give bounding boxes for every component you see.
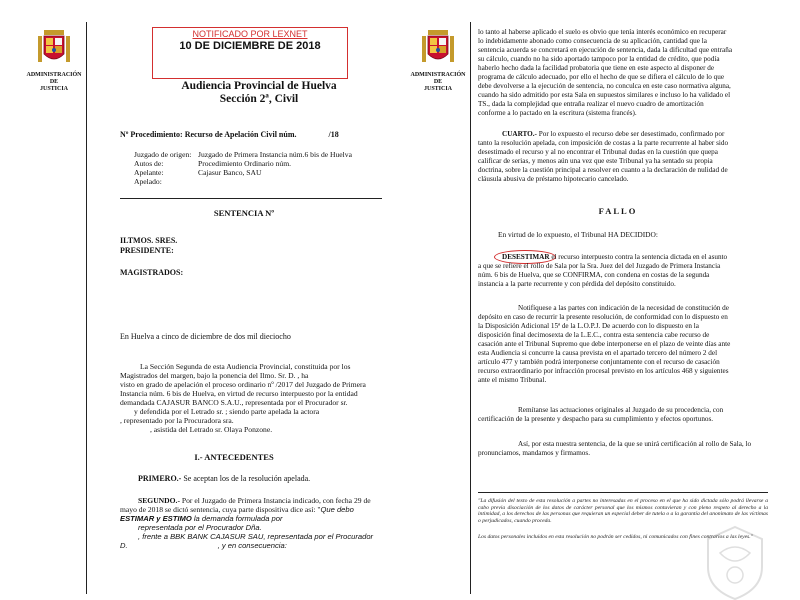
- field-origin: Juzgado de origen: Juzgado de Primera Instancia núm.6 bis de Huelva: [134, 150, 352, 159]
- field-apelante: Apelante: Cajasur Banco, SAU: [134, 168, 262, 177]
- fundamentos-paragraph: lo tanto al haberse aplicado el suelo es obvio que tenía interés económico en recuperar lo indebidamente abonado como consecuencia de su aplicación, cantidad que la sentencia acuerda se concretará en ejecución de sentencia, dada la dificultad que entraña su cálculo, cuando no ha sido aportado tampoco por la entidad de crédito, que podía haberlo hecho dada la facilidad probatoria que tiene en este aspecto al disponer de programa de cálculo adecuado, por ello el hecho de que se difiera el cálculo de lo que debe devolverse a la ejecución de sentencia, no conculca en este caso normativa alguna, cuando ha sido admitido por esta Sala en supuestos similares e incluso lo ha validado el TS., dada la complejidad que entraña realizar el nuevo cuadro de amortización conforme a lo pactado en la escritura (sistema francés).: [478, 28, 733, 117]
- header-divider: [120, 198, 382, 199]
- footnote-data: Los datos personales incluidos en esta resolución no podrán ser cedidos, ni comunicados con fines contrarios a las leyes.": [478, 534, 753, 540]
- coat-of-arms-icon: [420, 28, 456, 68]
- magistrados-label: MAGISTRADOS:: [120, 268, 184, 277]
- presidente-label: PRESIDENTE:: [120, 246, 174, 255]
- margin-rule: [86, 22, 87, 594]
- ilmos-label: ILTMOS. SRES.: [120, 236, 178, 245]
- court-title: Audiencia Provincial de Huelva: [181, 80, 337, 92]
- notifiquese-paragraph: Notifíquese a las partes con indicación de la necesidad de constitución de depósito en caso de recurrir la presente resolución, de conformidad con lo dispuesto en la Disposición Adicional 15ª de la L.O.P.J. De acuerdo con lo dispuesto en la disposición final decimosexta de la L.E.C., contra esta sentencia cabe recurso de casación ante el Tribunal Supremo que debe interponerse en el plazo de veinte días ante esta Audiencia si concurre la causa prevista en el apartado tercero del número 2 del artículo 477 y también podrá interponerse conjuntamente con el recurso de casación recurso extraordinario por infracción procesal previsto en los artículos 468 y siguientes ante el mismo Tribunal.: [478, 304, 731, 384]
- primero-paragraph: PRIMERO.- Se aceptan los de la resolución apelada.: [138, 474, 311, 483]
- footnote-privacy: "La difusión del texto de esta resolución a partes no interesadas en el proceso en el que ha sido dictada sólo podrá llevarse a cabo previa disociación de los datos de carácter personal que los mismos contuvieran y con pleno respeto al derecho a la intimidad, a los derechos de las personas que requieran un especial deber de tutela o a la garantía del anonimato de las víctimas o perjudicados, cuando proceda.: [478, 498, 768, 524]
- watermark-emblem-icon: [700, 518, 770, 600]
- coat-of-arms-icon: [36, 28, 72, 68]
- asi-paragraph: Así, por esta nuestra sentencia, de la que se unirá certificación al rollo de Sala, lo pronunciamos, mandamos y firmamos.: [478, 440, 752, 457]
- date-line: En Huelva a cinco de diciembre de dos mil dieciocho: [120, 332, 291, 341]
- footnote-divider: [478, 492, 768, 493]
- stamp-notice: NOTIFICADO POR LEXNET: [192, 29, 308, 39]
- field-autos: Autos de: Procedimiento Ordinario núm.: [134, 159, 292, 168]
- document-page-right: [408, 22, 780, 594]
- lexnet-stamp: [152, 27, 348, 79]
- field-apelado: Apelado:: [134, 177, 162, 186]
- institution-label: ADMINISTRACIÓN DE JUSTICIA: [26, 72, 82, 92]
- virtud-line: En virtud de lo expuesto, el Tribunal HA DECIDIDO:: [498, 230, 658, 239]
- remitanse-paragraph: Remítanse las actuaciones originales al Juzgado de su procedencia, con certificación de la presente y despacho para su cumplimiento y efectos oportunos.: [478, 406, 724, 423]
- cuarto-paragraph: CUARTO.- Por lo expuesto el recurso debe ser desestimado, confirmado por tanto la resolución apelada, con imposición de costas a la parte recurrente al haber sido desestimado el recurso y al no encontrar el Tribunal dudas en la cuestión que quepa calificar de serias, y menos aún una vez que este Tribunal ya ha sentado su propia doctrina, sobre la cuestión principal a resolver en cuanto a la declaración de nulidad de cláusula abusiva de préstamo hipotecario cancelado.: [478, 130, 729, 183]
- stamp-date: 10 DE DICIEMBRE DE 2018: [179, 40, 321, 52]
- intro-paragraph: La Sección Segunda de esta Audiencia Provincial, constituida por los Magistrados del margen, bajo la ponencia del Ilmo. Sr. D. , ha visto en grado de apelación el proceso ordinario nº /2017 del Juzgado de Primera Instancia núm. 6 bis de Huelva, en virtud de recurso interpuesto por la entidad demandada CAJASUR BANCO S.A.U., representada por el Procurador sr. y defendida por el Letrado sr. ; siendo parte apelada la actora , representado por la Procuradora sra. , asistida del Letrado sr. Olaya Ponzone.: [120, 362, 366, 434]
- court-section: Sección 2ª, Civil: [219, 93, 299, 105]
- sentencia-heading: SENTENCIA Nº: [213, 208, 275, 218]
- procedure-number: Nº Procedimiento: Recurso de Apelación Civil núm. /18: [120, 130, 339, 139]
- segundo-paragraph: SEGUNDO.- Por el Juzgado de Primera Instancia indicado, con fecha 29 de mayo de 2018 se dictó sentencia, cuya parte dispositiva dice así: "Que debo ESTIMAR y ESTIMO la demanda formulada por representada por el Procurador Dña. , frente a BBK BANK CAJASUR SAU, representada por el Procurador D. , y en consecuencia:: [120, 496, 374, 550]
- document-page-left: [24, 22, 396, 594]
- margin-rule: [470, 22, 471, 594]
- institution-label: ADMINISTRACIÓN DE JUSTICIA: [410, 72, 466, 92]
- antecedentes-heading: I.- ANTECEDENTES: [194, 452, 274, 462]
- desestimar-paragraph: DESESTIMAR el recurso interpuesto contra la sentencia dictada en el asunto a que se refiere el rollo de Sala por la Sra. Juez del del Juzgado de Primera Instancia núm. 6 bis de Huelva, que se CONFIRMA, con condena en costas de la segunda instancia a la parte recurrente y con pérdida del depósito constituido.: [478, 253, 728, 288]
- fallo-heading: FALLO: [598, 206, 638, 216]
